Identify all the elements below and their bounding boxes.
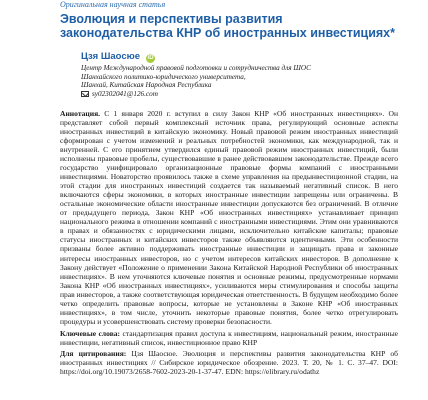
affiliation-line-3: Шанхай, Китайская Народная Республика [81,81,212,90]
email-row [81,90,398,99]
article-rubric: Оригинальная научная статья [60,0,166,9]
author-name: Цзя Шаосюе [81,51,141,62]
citation [60,349,398,376]
affiliation-line-1: Центр Международной правовой подготовки и сотрудничества для ШОС [81,64,311,72]
author-block [60,46,398,99]
abstract [60,109,398,326]
affiliation-line-2: Шанхайского политико-юридического университета, [81,72,246,81]
keywords [60,329,398,347]
mail-icon [81,91,89,97]
abstract-label: Аннотация. [60,108,101,118]
orcid-icon[interactable]: iD [147,55,154,61]
keywords-text: стандартизация правил доступа к инвестициям, национальный режим, иностранные инвестиции, негативный список, инвестиционное право КНР [60,328,398,347]
keywords-label: Ключевые слова: [60,328,121,338]
abstract-text: С 1 января 2020 г. вступил в силу Закон КНР «Об иностранных инвестициях». Он представляет собой первый комплексный источник права, регулирующий основные аспекты иностранных инвестиций в китайскую экономику. Новый правовой режим иностранных инвестиций сформирован с учетом изменений и реальных потребностей экономики, как международной, так и внутренней. С его принятием утвердился единый правовой режим иностранных инвестиций, были исполнены правовые пробелы, существовавшие в ранее действовавшем законодательстве. Прежде всего государство унифицировало организационные правовые формы компаний с иностранными инвестициями. Новаторство проявилось также в схеме управления на предынвестиционной стадии, на этой стадии для иностранных инвестиций создается так называемый негативный список. В него включаются сферы экономики, в которых иностранные инвестиции запрещены или ограничены. В остальные экономические области иностранные инвестиции допускаются без ограничений. В отличие от предыдущего периода, Закон КНР «Об иностранных инвестициях» устанавливает принцип национального режима в отношении компаний с иностранными инвестициями. Этим они уравниваются в правах и обязанностях с юридическими лицами, исключительно китайские капиталы; правовые статусы иностранных и китайских инвесторов также объявляются идентичными. Эти особенности призваны более активно поддерживать иностранные инвестиции и защищать права и законные интересы иностранных инвесторов, но с учетом интересов китайских инвесторов. В дополнение к Закону действует «Положение о применении Закона Китайской Народной Республики об иностранных инвестициях». В нем уточняются ключевые понятия и основные режимы, предусмотренные нормами Закона КНР «Об иностранных инвестициях», усиливаются меры стимулирования и способы защиты прав инвесторов, а также соответствующая юридическая ответственность. В будущем необходимо более четко определить правовые вопросы, которые не установлены в Законе КНР «Об иностранных инвестициях», в том числе, уточнить некоторые правовые понятия, более четко отрегулировать процедуры и усовершенствовать систему проверки безопасности. [60,108,399,326]
citation-label: Для цитирования: [60,349,127,358]
author-email[interactable]: sy02302041@126.com [92,89,158,98]
article-title: Эволюция и перспективы развития законодательства КНР об иностранных инвестициях* [60,12,395,40]
citation-text: Цзя Шаосюе. Эволюция и перспективы развития законодательства КНР об иностранных инвестициях // Сибирское юридическое обозрение. 2023. Т. 20, № 1. С. 37–47. DOI: https://doi.org/10.19073/2658-7602-2023-20-1-37-47. EDN: https://elibrary.ru/odathz [60,349,398,377]
